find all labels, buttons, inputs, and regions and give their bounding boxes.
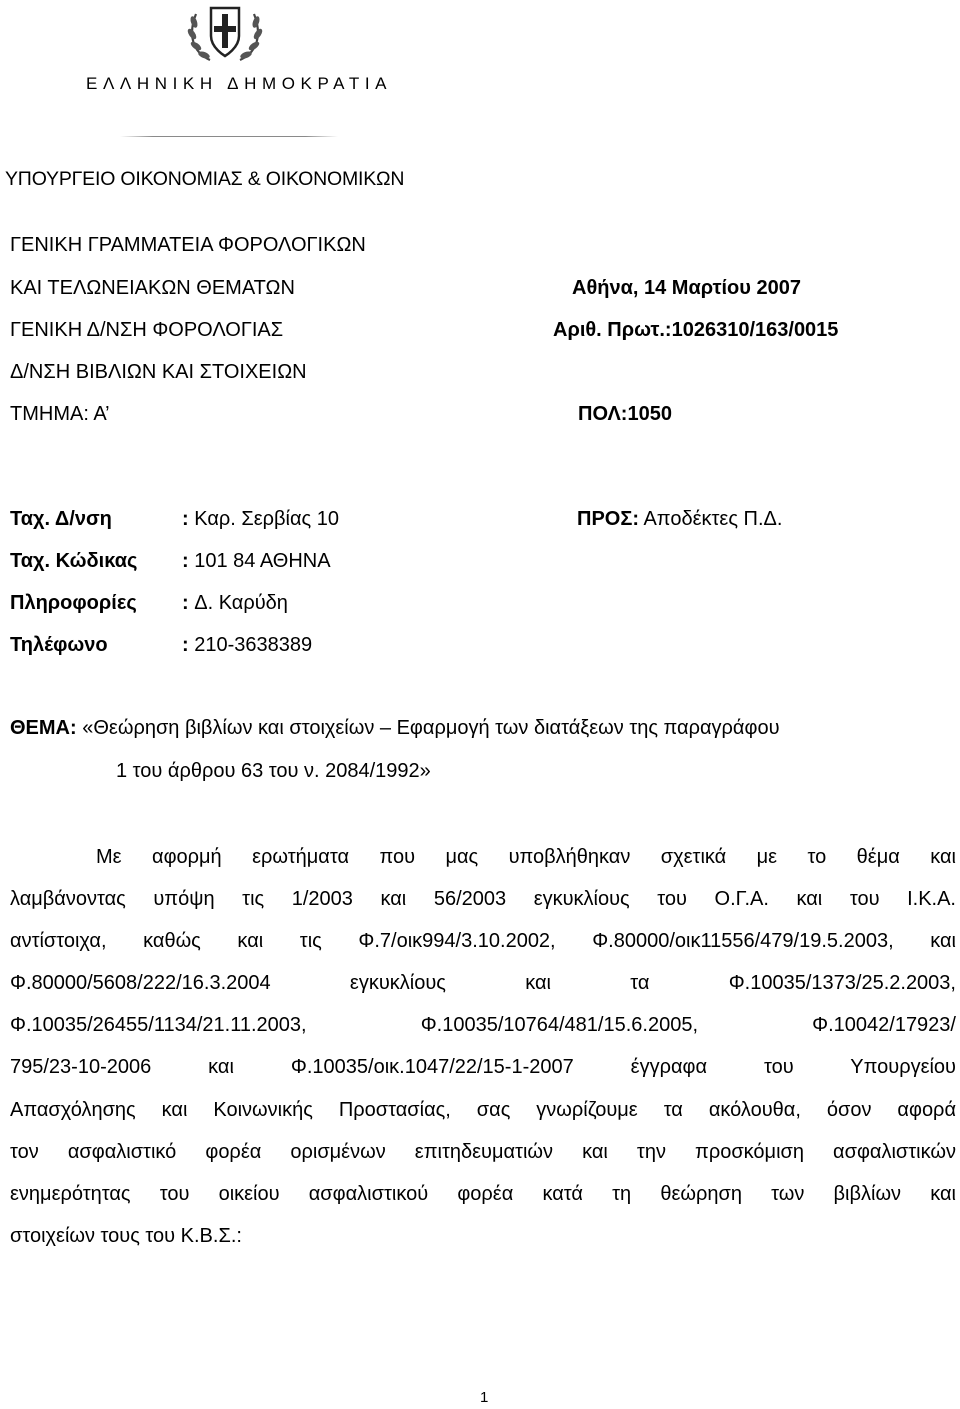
information-value <box>182 592 288 615</box>
protocol-number: Αριθ. Πρωτ.:1026310/163/0015 <box>553 319 839 341</box>
body-line-5: Φ.10035/26455/1134/21.11.2003, Φ.10035/10764/481/15.6.2005, Φ.10042/17923/ <box>10 1014 956 1036</box>
authority-line-1: ΓΕΝΙΚΗ ΓΡΑΜΜΑΤΕΙΑ ΦΟΡΟΛΟΓΙΚΩΝ <box>10 234 366 256</box>
authority-line-3: ΓΕΝΙΚΗ Δ/ΝΣΗ ΦΟΡΟΛΟΓΙΑΣ <box>10 319 284 341</box>
postal-code-separator: : <box>182 550 195 572</box>
address-text: Καρ. Σερβίας 10 <box>194 508 339 530</box>
authority-line-4: Δ/ΝΣΗ ΒΙΒΛΙΩΝ ΚΑΙ ΣΤΟΙΧΕΙΩΝ <box>10 361 307 383</box>
body-line-2: λαμβάνοντας υπόψη τις 1/2003 και 56/2003 εγκυκλίους του Ο.Γ.Α. και του Ι.Κ.Α. <box>10 888 956 910</box>
postal-code-label: Ταχ. Κώδικας <box>10 550 138 572</box>
phone-label: Τηλέφωνο <box>10 634 108 656</box>
subject-text-1: «Θεώρηση βιβλίων και στοιχείων – Εφαρμογή των διατάξεων της παραγράφου <box>82 717 780 739</box>
body-line-1: Με αφορμή ερωτήματα που μας υποβλήθηκαν σχετικά με το θέμα και <box>96 846 956 868</box>
body-line-10: στοιχείων τους του Κ.Β.Σ.: <box>10 1225 242 1247</box>
information-separator: : <box>182 592 195 614</box>
coat-of-arms-icon <box>180 0 270 64</box>
body-line-9: ενημερότητας του οικείου ασφαλιστικού φορέα κατά τη θεώρηση των βιβλίων και <box>10 1183 956 1205</box>
ministry-name: ΥΠΟΥΡΓΕΙΟ ΟΙΚΟΝΟΜΙΑΣ & ΟΙΚΟΝΟΜΙΚΩΝ <box>5 168 405 190</box>
header-divider <box>120 136 338 137</box>
pol-number: ΠΟΛ:1050 <box>578 403 672 425</box>
authority-line-2: ΚΑΙ ΤΕΛΩΝΕΙΑΚΩΝ ΘΕΜΑΤΩΝ <box>10 277 295 299</box>
body-line-8: τον ασφαλιστικό φορέα ορισμένων επιτηδευματιών και την προσκόμιση ασφαλιστικών <box>10 1141 956 1163</box>
page-number: 1 <box>480 1389 489 1406</box>
postal-code-text: 101 84 ΑΘΗΝΑ <box>194 550 331 572</box>
authority-line-5: ΤΜΗΜΑ: Α’ <box>10 403 110 425</box>
recipient-label: ΠΡΟΣ: <box>577 508 640 530</box>
subject-line-1 <box>10 717 780 740</box>
phone-text: 210-3638389 <box>194 634 313 656</box>
postal-code-value <box>182 550 331 573</box>
recipient <box>577 508 782 531</box>
body-line-7: Απασχόλησης και Κοινωνικής Προστασίας, σας γνωρίζουμε τα ακόλουθα, όσον αφορά <box>10 1099 956 1121</box>
address-value <box>182 508 339 531</box>
subject-label: ΘΕΜΑ: <box>10 717 77 739</box>
address-label: Ταχ. Δ/νση <box>10 508 112 530</box>
body-line-6: 795/23-10-2006 και Φ.10035/οικ.1047/22/15-1-2007 έγγραφα του Υπουργείου <box>10 1056 956 1078</box>
recipient-value: Αποδέκτες Π.Δ. <box>643 508 783 530</box>
phone-separator: : <box>182 634 195 656</box>
body-line-3: αντίστοιχα, καθώς και τις Φ.7/οικ994/3.10.2002, Φ.80000/οικ11556/479/19.5.2003, και <box>10 930 956 952</box>
document-date: Αθήνα, 14 Μαρτίου 2007 <box>572 277 801 299</box>
republic-name: ΕΛΛΗΝΙΚΗ ΔΗΜΟΚΡΑΤΙΑ <box>86 74 393 93</box>
phone-value <box>182 634 312 657</box>
subject-line-2: 1 του άρθρου 63 του ν. 2084/1992» <box>116 760 431 782</box>
address-separator: : <box>182 508 195 530</box>
information-label: Πληροφορίες <box>10 592 137 614</box>
information-text: Δ. Καρύδη <box>194 592 288 614</box>
body-line-4: Φ.80000/5608/222/16.3.2004 εγκυκλίους και τα Φ.10035/1373/25.2.2003, <box>10 972 956 994</box>
